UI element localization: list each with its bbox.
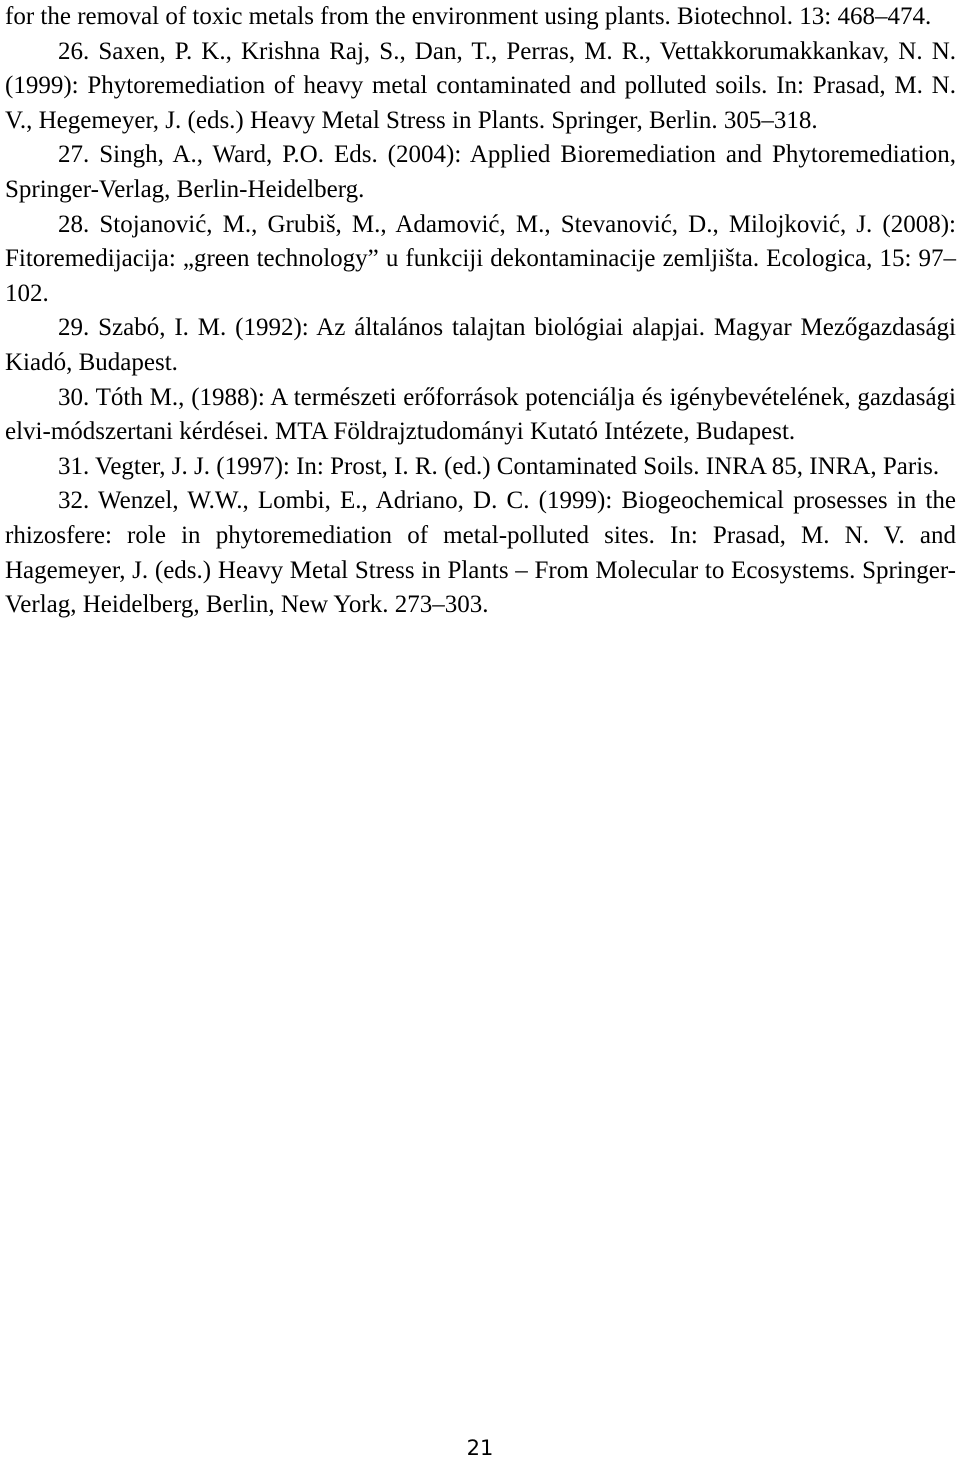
reference-entry: 32. Wenzel, W.W., Lombi, E., Adriano, D. C. (1999): Biogeochemical prosesses in the rhizosfere: role in phytoremediation of metal-polluted sites. In: Prasad, M. N. V. and Hagemeyer, J. (eds.) Heavy Metal Stress in Plants – From Molecular to Ecosystems. Springer-Verlag, Heidelberg, Berlin, New York. 273–303. [5,487,956,619]
reference-list [5,0,956,623]
reference-entry: 26. Saxen, P. K., Krishna Raj, S., Dan, T., Perras, M. R., Vettakkorumakkankav, N. N. (1999): Phytoremediation of heavy metal contaminated and polluted soils. In: Prasad, M. N. V., Hegemeyer, J. (eds.) Heavy Metal Stress in Plants. Springer, Berlin. 305–318. [5,37,956,134]
reference-entry: 31. Vegter, J. J. (1997): In: Prost, I. R. (ed.) Contaminated Soils. INRA 85, INRA, Paris. [58,452,940,480]
reference-entry: 27. Singh, A., Ward, P.O. Eds. (2004): Applied Bioremediation and Phytoremediation, Springer-Verlag, Berlin-Heidelberg. [5,141,956,203]
reference-entry: 30. Tóth M., (1988): A természeti erőforrások potenciálja és igénybevételének, gazdasági elvi-módszertani kérdései. MTA Földrajztudományi Kutató Intézete, Budapest. [5,383,956,446]
reference-entry: for the removal of toxic metals from the environment using plants. Biotechnol. 13: 468–474. [5,3,932,30]
page-number: 21 [466,1436,494,1460]
reference-entry: 29. Szabó, I. M. (1992): Az általános talajtan biológiai alapjai. Magyar Mezőgazdasági Kiadó, Budapest. [5,314,956,376]
reference-entry: 28. Stojanović, M., Grubiš, M., Adamović, M., Stevanović, D., Milojković, J. (2008): Fitoremedijacija: „green technology” u funkciji dekontaminacije zemljišta. Ecologica, 15: 97–102. [5,210,956,307]
